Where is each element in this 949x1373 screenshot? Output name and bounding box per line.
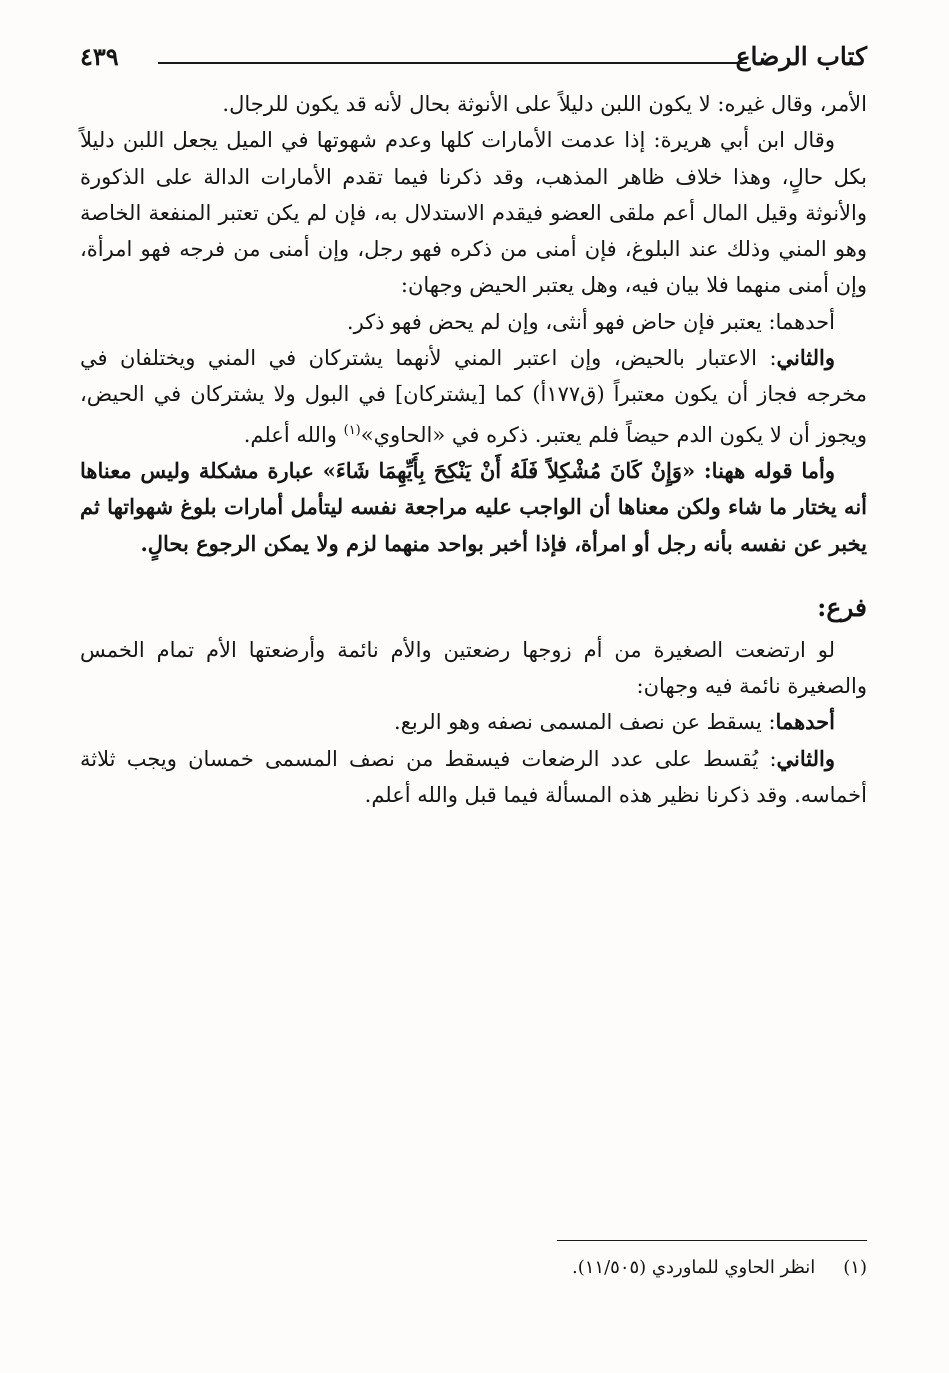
section-first-label: أحدهما: [775, 709, 835, 735]
section-paragraph: لو ارتضعت الصغيرة من أم زوجها رضعتين والأم نائمة وأرضعتها الأم تمام الخمس والصغيرة نائمة فيه وجهان:: [80, 637, 867, 699]
running-title: كتاب الرضاع: [735, 42, 867, 71]
paragraph-continuation: الأمر، وقال غيره: لا يكون اللبن دليلاً على الأنوثة بحال لأنه قد يكون للرجال.: [222, 92, 867, 116]
second-view-tail: والله أعلم.: [243, 422, 344, 447]
page-number: ٤٣٩: [80, 42, 119, 71]
footnote-rule: [557, 1240, 867, 1241]
section-first-text: : يسقط عن نصف المسمى نصفه وهو الربع.: [394, 710, 776, 735]
paragraph-ibn-abi-hurayra: وقال ابن أبي هريرة: إذا عدمت الأمارات كلها وعدم شهوتها في الميل يجعل اللبن دليلاً بكل حالٍ، وهذا خلاف ظاهر المذهب، وقد ذكرنا فيما تقدم الأمارات الدالة على الذكورة والأنوثة وقيل المال أعم ملقى العضو فيقدم الاستدلال به، فإن لم يكن تعتبر المنفعة الخاصة وهو المني وذلك عند البلوغ، فإن أمنى من ذكره فهو رجل، وإن أمنى من فرجه فهو امرأة، وإن أمنى منهما فلا بيان فيه، وهل يعتبر الحيض وجهان:: [80, 128, 867, 298]
footnote-text: انظر الحاوي للماوردي (١١/٥٠٥).: [572, 1257, 816, 1278]
paragraph-statement: وأما قوله ههنا: «وَإِنْ كَانَ مُشْكِلاً فَلَهُ أَنْ يَنْكِحَ بِأَيِّهِمَا شَاءَ» عبارة مشكلة وليس معناها أنه يختار ما شاء ولكن معناها أن الواجب عليه مراجعة نفسه ليتأمل أمارات بلوغ شهواتها ثم يخبر عن نفسه بأنه رجل أو امرأة، فإذا أخبر بواحد منهما لزم ولا يمكن الرجوع بحالٍ.: [80, 457, 867, 556]
section-heading: فرع:: [817, 592, 867, 622]
second-view-text: : الاعتبار بالحيض، وإن اعتبر المني لأنهما يشتركان في المني ويختلفان في مخرجه فجاز أن يكون معتبراً (ق١٧٧أ) كما [يشتركان] في البول ولا يشتركان في الحيض، ويجوز أن لا يكون الدم حيضاً فلم يعتبر. ذكره في «الحاوي»: [80, 346, 867, 447]
section-second-label: والثاني: [776, 745, 835, 771]
footnote-reference: (١): [343, 422, 361, 438]
section-second-text: : يُقسط على عدد الرضعات فيسقط من نصف المسمى خمسان ويجب ثلاثة أخماسه. وقد ذكرنا نظير هذه المسألة فيما قبل والله أعلم.: [80, 746, 867, 808]
footnote-marker: (١): [843, 1257, 867, 1278]
footnote: [80, 1253, 867, 1283]
second-view-label: والثاني: [776, 345, 835, 371]
paragraph-first-view: أحدهما: يعتبر فإن حاض فهو أنثى، وإن لم يحض فهو ذكر.: [346, 309, 835, 334]
footnote-area: [80, 0, 867, 1373]
